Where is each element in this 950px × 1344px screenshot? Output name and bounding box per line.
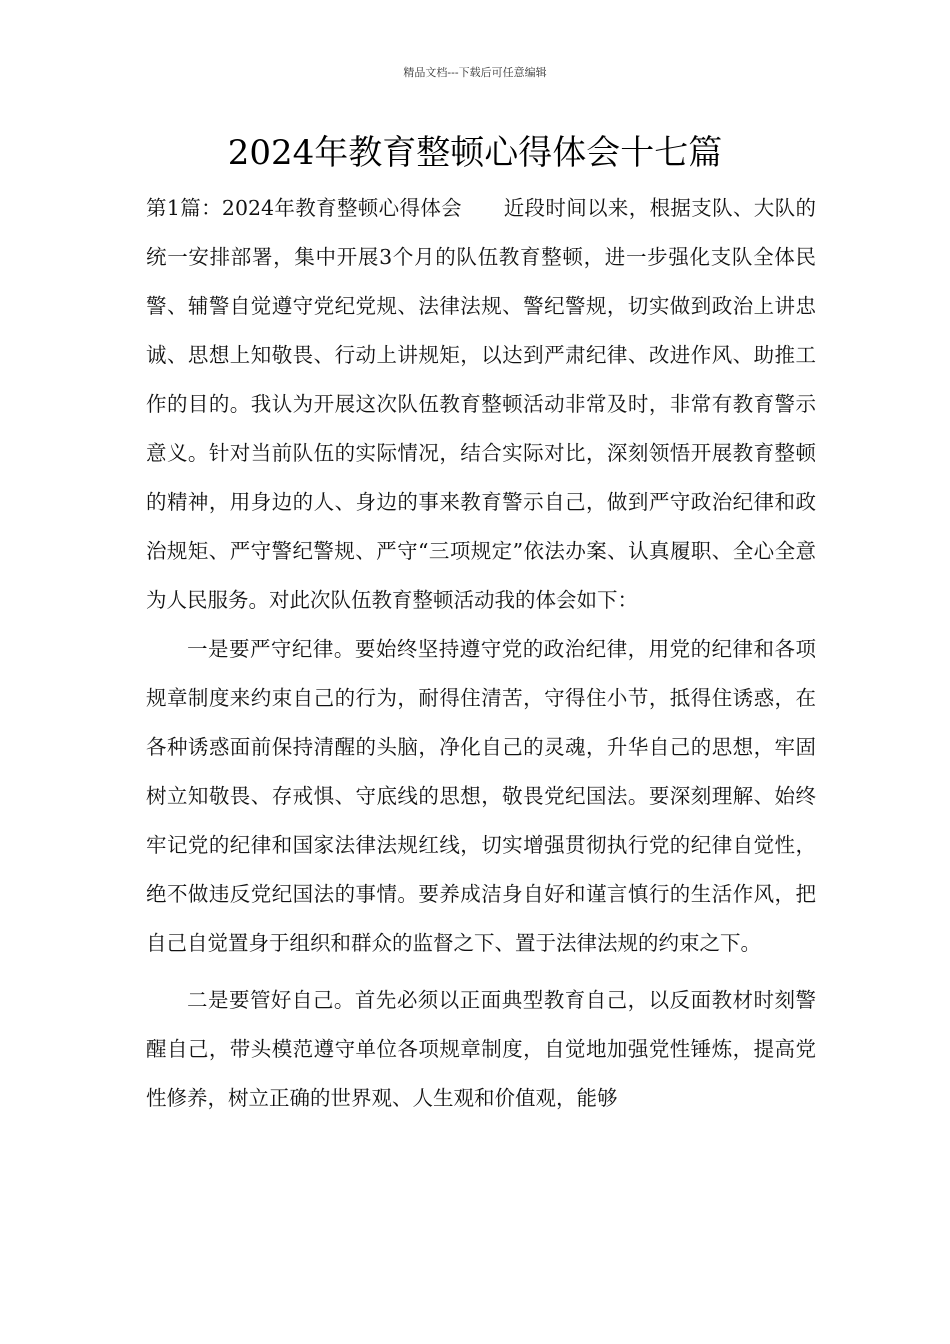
document-body xyxy=(146,184,816,1123)
paragraph-intro: 第1篇：2024年教育整顿心得体会 近段时间以来，根据支队、大队的统一安排部署，集中开展3个月的队伍教育整顿，进一步强化支队全体民警、辅警自觉遵守党纪党规、法律法规、警纪警规，切实做到政治上讲忠诚、思想上知敬畏、行动上讲规矩，以达到严肃纪律、改进作风、助推工作的目的。我认为开展这次队伍教育整顿活动非常及时，非常有教育警示意义。针对当前队伍的实际情况，结合实际对比，深刻领悟开展教育整顿的精神，用身边的人、身边的事来教育警示自己，做到严守政治纪律和政治规矩、严守警纪警规、严守“三项规定”依法办案、认真履职、全心全意为人民服务。对此次队伍教育整顿活动我的体会如下： xyxy=(146,196,816,612)
paragraph-point-two: 二是要管好自己。首先必须以正面典型教育自己，以反面教材时刻警醒自己，带头模范遵守单位各项规章制度，自觉地加强党性锤炼，提高党性修养，树立正确的世界观、人生观和价值观，能够 xyxy=(146,988,816,1110)
document-title: 2024年教育整顿心得体会十七篇 xyxy=(227,133,723,173)
paragraph-point-one: 一是要严守纪律。要始终坚持遵守党的政治纪律，用党的纪律和各项规章制度来约束自己的行为，耐得住清苦，守得住小节，抵得住诱惑，在各种诱惑面前保持清醒的头脑，净化自己的灵魂，升华自己的思想，牢固树立知敬畏、存戒惧、守底线的思想，敬畏党纪国法。要深刻理解、始终牢记党的纪律和国家法律法规红线，切实增强贯彻执行党的纪律自觉性，绝不做违反党纪国法的事情。要养成洁身自好和谨言慎行的生活作风，把自己自觉置身于组织和群众的监督之下、置于法律法规的约束之下。 xyxy=(146,637,816,955)
page-header-note: 精品文档---下载后可任意编辑 xyxy=(403,66,547,79)
